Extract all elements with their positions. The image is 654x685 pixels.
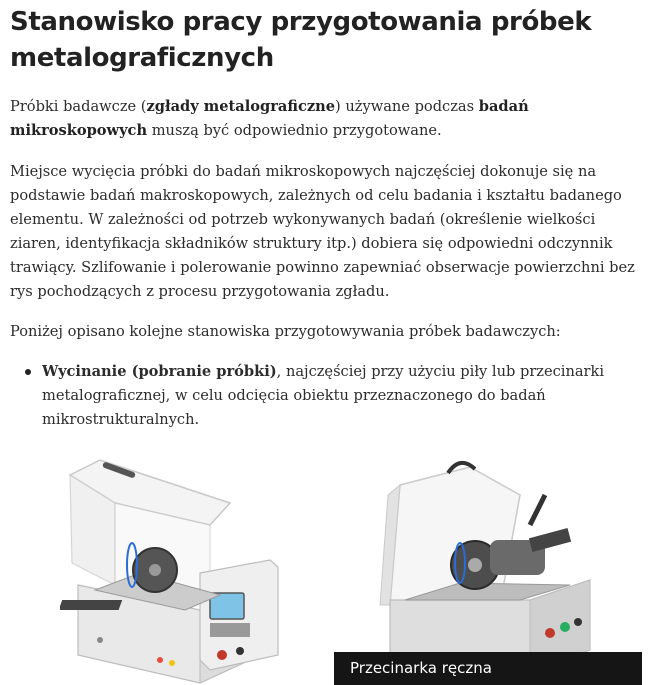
image-gallery [0, 455, 654, 685]
bullet-icon [25, 369, 31, 375]
list-item [10, 360, 640, 432]
stations-intro-paragraph: Poniżej opisano kolejne stanowiska przygotowywania próbek badawczych: [10, 323, 561, 340]
manual-cutter-image[interactable] [360, 455, 620, 685]
bold-term-badania: badań mikroskopowych [10, 98, 529, 139]
automatic-cutter-image[interactable] [60, 455, 290, 685]
list-item-text: , najczęściej przy użyciu piły lub przecinarki metalograficznej, w celu odcięcia obiektu przeznaczonego do badań mikrostrukturalnych. [42, 363, 605, 428]
page-title: Stanowisko pracy przygotowania próbek metalograficznych [10, 7, 592, 73]
description-paragraph: Miejsce wycięcia próbki do badań mikroskopowych najczęściej dokonuje się na podstawie badań makroskopowych, zależnych od celu badania i kształtu badanego elementu. W zależności od potrzeb wykonywanych badań (określenie wielkości ziaren, identyfikacja składników struktury itp.) dobiera się odpowiedni odczynnik trawiący. Szlifowanie i polerowanie powinno zapewniać obserwacje powierzchni bez rys pochodzących z procesu przygotowania zgładu. [10, 163, 635, 300]
intro-paragraph: Próbki badawcze (zgłady metalograficzne) używane podczas badań mikroskopowych muszą być odpowiednio przygotowane. [10, 98, 529, 139]
bold-term-zglady: zgłady metalograficzne [146, 98, 336, 115]
list-item-title: Wycinanie (pobranie próbki) [42, 363, 277, 380]
image-caption: Przecinarka ręczna [334, 652, 642, 685]
stations-list [10, 360, 640, 432]
